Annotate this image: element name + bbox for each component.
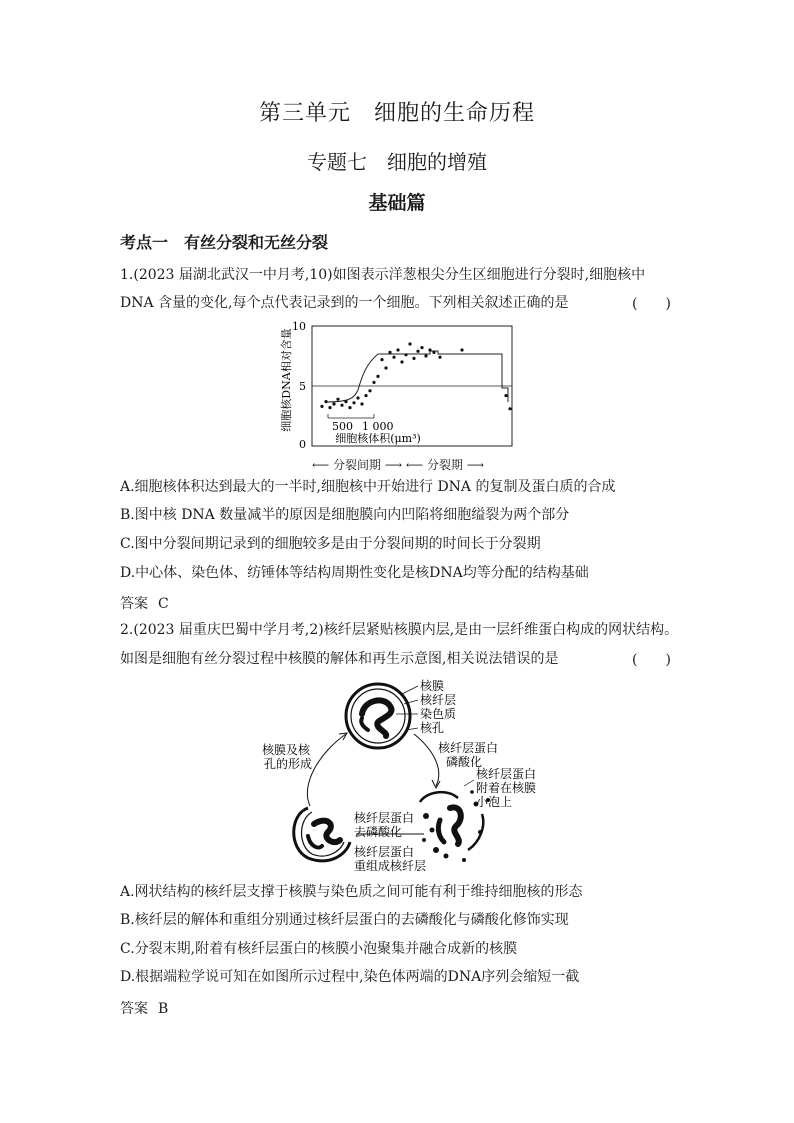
phase-mitosis-arrow-right: ⟶	[462, 458, 484, 472]
cycle-arrow-right	[414, 734, 439, 786]
chart-point-17	[388, 351, 391, 354]
chart-point-4	[336, 398, 339, 401]
label-nuclear-membrane: 核膜	[420, 679, 445, 693]
q1-answer-paren: ( )	[632, 296, 671, 312]
label-dephosphorylation-2: 去磷酸化	[354, 825, 403, 839]
chart-xtick-500: 500	[332, 420, 353, 433]
chart-phase-row	[312, 456, 484, 473]
level-title: 基础篇	[368, 192, 426, 214]
chart-point-6	[344, 400, 347, 403]
chart-point-18	[392, 356, 395, 359]
phase-interphase-arrow-left: ⟵	[312, 458, 334, 472]
q1-option-a: A.细胞核体积达到最大的一半时,细胞核中开始进行 DNA 的复制及蛋白质的合成	[120, 479, 616, 495]
label-phosphorylation-1: 核纤层蛋白	[438, 741, 499, 755]
chart-xlabel: 细胞核体积(μm³)	[335, 432, 421, 445]
q2-answer-paren: ( )	[632, 652, 671, 668]
chart-point-27	[428, 348, 431, 351]
q1-answer	[120, 593, 179, 613]
label-envelope-formation-2: 孔的形成	[264, 757, 313, 771]
q1-answer-label: 答案	[120, 596, 148, 612]
chart-point-7	[348, 406, 351, 409]
chart-point-1	[324, 400, 327, 403]
q1-stem-line1: 1.(2023 届湖北武汉一中月考,10)如图表示洋葱根尖分生区细胞进行分裂时,细胞核中	[120, 267, 646, 283]
leader-vesicles	[464, 780, 474, 786]
label-nuclear-pore: 核孔	[420, 721, 445, 735]
chart-point-9	[356, 396, 359, 399]
label-lamina-reassembly-2: 重组成核纤层	[354, 859, 427, 873]
chart-point-26	[424, 354, 427, 357]
label-chromatin: 染色质	[420, 707, 457, 721]
chart-ytick-5: 5	[299, 380, 306, 393]
chart-point-24	[416, 350, 419, 353]
chart-point-13	[372, 381, 375, 384]
chart-point-32	[508, 407, 511, 410]
label-lamina-reassembly-1: 核纤层蛋白	[354, 845, 415, 859]
q1-option-d: D.中心体、染色体、纺锤体等结构周期性变化是核DNA均等分配的结构基础	[120, 565, 589, 581]
q2-diagram	[250, 674, 550, 874]
q2-stem-line2: 如图是细胞有丝分裂过程中核膜的解体和再生示意图,相关说法错误的是	[120, 651, 559, 667]
q2-option-c: C.分裂末期,附着有核纤层蛋白的核膜小泡聚集并融合成新的核膜	[120, 941, 518, 957]
label-vesicles-3: 小泡上	[476, 795, 513, 809]
cycle-arrow-left	[307, 734, 346, 806]
q1-option-c: C.图中分裂间期记录到的细胞较多是由于分裂间期的时间长于分裂期	[120, 536, 541, 552]
leader-nuclear-membrane	[402, 686, 418, 694]
chart-point-22	[408, 342, 411, 345]
cycle-arrow-right-head	[432, 780, 440, 788]
label-envelope-formation-1: 核膜及核	[262, 743, 311, 757]
q2-stem-line1: 2.(2023 届重庆巴蜀中学月考,2)核纤层紧贴核膜内层,是由一层纤维蛋白构成的网状结构。	[120, 622, 679, 638]
section-title: 考点一 有丝分裂和无丝分裂	[120, 233, 329, 252]
chart-point-30	[460, 348, 463, 351]
chart-point-5	[340, 404, 343, 407]
chart-xtick-1000: 1 000	[362, 420, 394, 433]
chart-point-28	[432, 351, 435, 354]
phase-interphase-label: 分裂间期	[333, 458, 382, 472]
chart-ylabel: 细胞核DNA相对含量	[280, 328, 293, 432]
label-vesicles-1: 核纤层蛋白	[476, 767, 537, 781]
chart-trend-curve	[326, 351, 508, 402]
q1-answer-value: C	[158, 596, 169, 612]
q1-stem-line2: DNA 含量的变化,每个点代表记录到的一个细胞。下列相关叙述正确的是	[120, 295, 569, 311]
chart-point-12	[368, 389, 371, 392]
cell-reforming-nucleus	[294, 808, 350, 861]
chart-point-3	[332, 402, 335, 405]
q2-option-d: D.根据端粒学说可知在如图所示过程中,染色体两端的DNA序列会缩短一截	[120, 969, 580, 985]
label-nuclear-lamina: 核纤层	[420, 693, 457, 707]
unit-title: 第三单元 细胞的生命历程	[258, 101, 535, 126]
chart-ytick-0: 0	[299, 438, 306, 448]
chart-point-20	[400, 360, 403, 363]
chart-point-8	[352, 401, 355, 404]
q1-option-b: B.图中核 DNA 数量减半的原因是细胞膜向内凹陷将细胞缢裂为两个部分	[120, 507, 570, 523]
chart-point-16	[384, 366, 387, 369]
chart-points	[320, 342, 511, 410]
q2-option-b: B.核纤层的解体和重组分别通过核纤层蛋白的去磷酸化与磷酸化修饰实现	[120, 912, 569, 928]
cell-intact-nucleus	[346, 684, 410, 748]
chart-point-11	[364, 394, 367, 397]
label-vesicles-2: 附着在核膜	[476, 781, 537, 795]
q1-chart	[270, 318, 530, 448]
chart-point-21	[404, 353, 407, 356]
q2-answer-value: B	[158, 1001, 169, 1017]
chart-point-2	[328, 406, 331, 409]
chart-point-23	[412, 357, 415, 360]
chart-point-0	[320, 405, 323, 408]
chart-point-19	[396, 348, 399, 351]
phase-mitosis-label: 分裂期	[426, 458, 463, 472]
label-dephosphorylation-1: 核纤层蛋白	[354, 811, 415, 825]
label-phosphorylation-2: 磷酸化	[446, 755, 483, 769]
q2-option-a: A.网状结构的核纤层支撑于核膜与染色质之间可能有利于维持细胞核的形态	[120, 884, 583, 900]
phase-mitosis-arrow-left: ⟵	[405, 458, 427, 472]
phase-interphase-arrow-right: ⟶	[381, 458, 403, 472]
chart-point-15	[380, 358, 383, 361]
topic-title: 专题七 细胞的增殖	[307, 150, 487, 174]
chart-point-31	[504, 394, 507, 397]
q2-answer-label: 答案	[120, 1001, 148, 1017]
chart-point-14	[376, 375, 379, 378]
chart-ytick-10: 10	[292, 320, 306, 333]
chart-point-29	[438, 356, 441, 359]
chart-point-10	[360, 402, 363, 405]
q2-answer	[120, 998, 178, 1018]
chart-point-25	[420, 346, 423, 349]
